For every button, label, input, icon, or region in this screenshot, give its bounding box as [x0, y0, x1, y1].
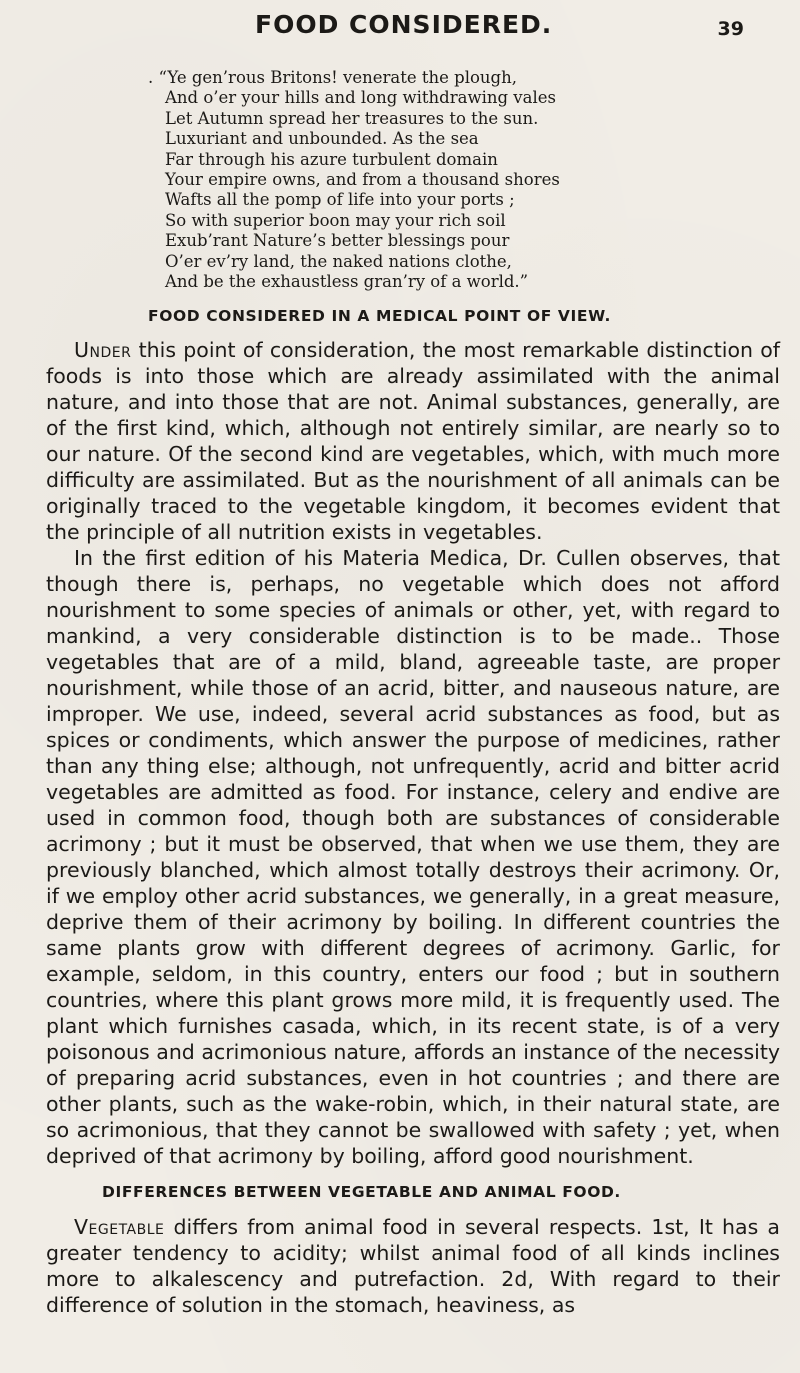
poem-line: . “Ye gen’rous Britons! venerate the plough, — [148, 68, 517, 87]
poem-line: O’er ev’ry land, the naked nations clothe, — [165, 251, 512, 271]
page-number: 39 — [717, 18, 744, 40]
poem-line: Luxuriant and unbounded. As the sea — [165, 129, 479, 149]
poem-line: Your empire owns, and from a thousand shores — [165, 170, 560, 190]
section-heading-medical: FOOD CONSIDERED IN A MEDICAL POINT OF VIEW. — [148, 307, 611, 325]
paragraph-lead-word: Under — [74, 338, 132, 362]
paragraph-lead-word: Vegetable — [74, 1215, 165, 1239]
poem-line: And be the exhaustless gran’ry of a world.” — [165, 272, 529, 292]
poem-line: Wafts all the pomp of life into your ports ; — [165, 190, 515, 210]
poem-line: Exub’rant Nature’s better blessings pour — [165, 231, 510, 251]
paragraph — [46, 337, 780, 545]
paragraph: In the first edition of his Materia Medica, Dr. Cullen observes, that though there is, perhaps, no vegetable which does not afford nourishment to some species of animals or other, yet, with regard to mankind, a very considerable distinction is to be made.. Those vegetables that are of a mild, bland, agreeable taste, are proper nourishment, while those of an acrid, bitter, and nauseous nature, are improper. We use, indeed, several acrid substances as food, but as spices or condiments, which answer the purpose of medicines, rather than any thing else; although, not unfrequently, acrid and bitter acrid vegetables are admitted as food. For instance, celery and endive are used in common food, though both are substances of considerable acrimony ; but it must be observed, that when we use them, they are previously blanched, which almost totally destroys their acrimony. Or, if we employ other acrid substances, we generally, in a great measure, deprive them of their acrimony by boiling. In different countries the same plants grow with different degrees of acrimony. Garlic, for example, seldom, in this country, enters our food ; but in southern countries, where this plant grows more mild, it is frequently used. The plant which furnishes casada, which, in its recent state, is of a very poisonous and acrimonious nature, affords an instance of the necessity of preparing acrid substances, even in hot countries ; and there are other plants, such as the wake-robin, which, in their natural state, are so acrimonious, that they cannot be swallowed with safety ; yet, when deprived of that acrimony by boiling, afford good nourishment. — [46, 546, 780, 1168]
running-title: FOOD CONSIDERED. — [255, 10, 553, 39]
poem-quotation — [148, 68, 708, 292]
poem-line: So with superior boon may your rich soil — [165, 210, 506, 230]
paragraph — [46, 1214, 780, 1318]
section-medical-body — [46, 337, 780, 1169]
paragraph-text: differs from animal food in several respects. 1st, It has a greater tendency to acidity; whilst animal food of all kinds inclines more to alkalescency and putrefaction. 2d, With regard to their difference of solution in the stomach, heaviness, as — [46, 1215, 780, 1317]
poem-line: Let Autumn spread her treasures to the sun. — [165, 108, 539, 128]
poem-line: And o’er your hills and long withdrawing vales — [165, 88, 556, 108]
section-differences-body — [46, 1214, 780, 1318]
section-heading-differences: DIFFERENCES BETWEEN VEGETABLE AND ANIMAL FOOD. — [102, 1183, 621, 1201]
poem-line: Far through his azure turbulent domain — [165, 149, 498, 169]
paragraph-text: this point of consideration, the most remarkable distinction of foods is into those which are already assimilated with the animal nature, and into those that are not. Animal substances, generally, are of the first kind, which, although not entirely similar, are nearly so to our nature. Of the second kind are vegetables, which, with much more difficulty are assimilated. But as the nourishment of all animals can be originally traced to the vegetable kingdom, it becomes evident that the principle of all nutrition exists in vegetables. — [46, 338, 780, 544]
